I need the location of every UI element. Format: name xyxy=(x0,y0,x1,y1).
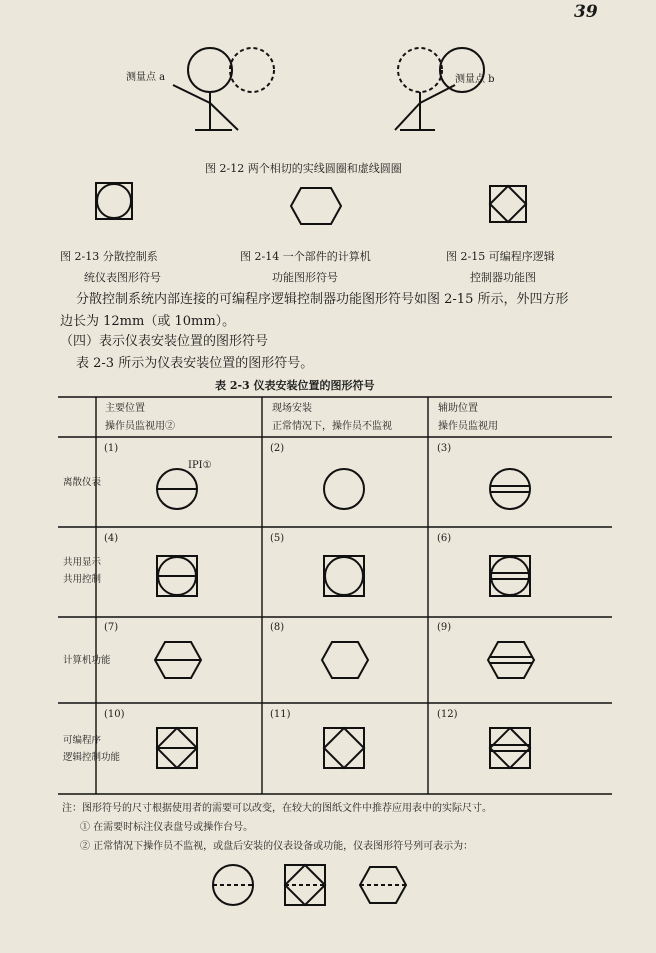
symbol-plc-primary xyxy=(155,726,199,770)
symbol-discrete-field xyxy=(322,467,366,511)
row-label-plc-line1: 可编程序 xyxy=(63,735,102,746)
figure-2-15-caption-line2: 控制器功能图 xyxy=(470,271,536,284)
table-header-field-line2: 正常情况下，操作员不监视 xyxy=(272,421,392,432)
cell-number: (12) xyxy=(437,709,458,720)
row-label-shared xyxy=(63,554,101,588)
figure-2-14-caption-line2: 功能图形符号 xyxy=(272,271,338,284)
symbol-plc-field xyxy=(322,726,366,770)
paragraph-1-line1: 分散控制系统内部连接的可编程序逻辑控制器功能图形符号如图 2-15 所示，外四方形 xyxy=(76,292,569,307)
cell-number: (6) xyxy=(437,533,452,544)
note-symbol-square-dashed xyxy=(283,863,327,907)
row-label-shared-line2: 共用控制 xyxy=(63,574,102,585)
measure-point-a-label: 测量点 a xyxy=(126,72,166,83)
symbol-shared-primary xyxy=(155,554,199,598)
table-header-field xyxy=(272,400,392,436)
table-header-primary-line2: 操作员监视用② xyxy=(105,421,175,432)
ipi-label: IPI① xyxy=(188,460,212,471)
table-header-primary xyxy=(105,400,175,436)
cell-number: (7) xyxy=(104,622,119,633)
cell-number: (4) xyxy=(104,533,119,544)
figure-2-14-caption-line1: 图 2-14 一个部件的计算机 xyxy=(240,250,371,263)
cell-number: (1) xyxy=(104,443,119,454)
table-header-field-line1: 现场安装 xyxy=(272,403,312,414)
symbol-shared-auxiliary xyxy=(488,554,532,598)
symbol-discrete-auxiliary xyxy=(488,467,532,511)
cell-number: (8) xyxy=(270,622,285,633)
row-label-computer: 计算机功能 xyxy=(63,655,111,666)
cell-number: (5) xyxy=(270,533,285,544)
page-number: 39 xyxy=(574,2,598,22)
note-2: ② 正常情况下操作员不监视，或盘后安装的仪表设备或功能，仪表图形符号列可表示为： xyxy=(80,841,474,852)
cell-number: (11) xyxy=(270,709,291,720)
row-label-plc-line2: 逻辑控制功能 xyxy=(63,752,121,763)
cell-number: (3) xyxy=(437,443,452,454)
symbol-computer-auxiliary xyxy=(486,640,536,680)
figure-2-12-caption: 图 2-12 两个相切的实线圆圈和虚线圆圈 xyxy=(205,162,402,175)
paragraph-2: 表 2-3 所示为仪表安装位置的图形符号。 xyxy=(76,356,314,371)
symbol-discrete-primary xyxy=(155,467,199,511)
figure-2-13-caption-line1: 图 2-13 分散控制系 xyxy=(60,250,158,263)
symbol-computer-field xyxy=(320,640,370,680)
symbol-shared-field xyxy=(322,554,366,598)
cell-number: (10) xyxy=(104,709,125,720)
symbol-plc-auxiliary xyxy=(488,726,532,770)
note-symbol-circle-dashed xyxy=(211,863,255,907)
table-header-primary-line1: 主要位置 xyxy=(105,403,145,414)
measure-point-b-label: 测量点 b xyxy=(455,74,495,85)
figure-2-13-caption-line2: 统仪表图形符号 xyxy=(84,271,161,284)
table-header-auxiliary-line2: 操作员监视用 xyxy=(438,421,498,432)
symbol-computer-primary xyxy=(153,640,203,680)
cell-number: (9) xyxy=(437,622,452,633)
row-label-discrete: 离散仪表 xyxy=(63,477,102,488)
table-header-auxiliary-line1: 辅助位置 xyxy=(438,403,478,414)
row-label-shared-line1: 共用显示 xyxy=(63,557,102,568)
note-1: ① 在需要时标注仪表盘号或操作台号。 xyxy=(80,822,254,833)
section-heading: （四）表示仪表安装位置的图形符号 xyxy=(60,334,269,349)
paragraph-1-line2: 边长为 12mm（或 10mm）。 xyxy=(60,314,236,329)
table-header-auxiliary xyxy=(438,400,498,436)
note-symbol-hexagon-dashed xyxy=(358,865,408,905)
cell-number: (2) xyxy=(270,443,285,454)
table-note: 注：图形符号的尺寸根据使用者的需要可以改变，在较大的图纸文件中推荐应用表中的实际尺寸。 xyxy=(62,803,492,814)
table-title: 表 2-3 仪表安装位置的图形符号 xyxy=(215,379,375,392)
row-label-plc xyxy=(63,732,120,766)
figure-2-15-caption-line1: 图 2-15 可编程序逻辑 xyxy=(446,250,555,263)
